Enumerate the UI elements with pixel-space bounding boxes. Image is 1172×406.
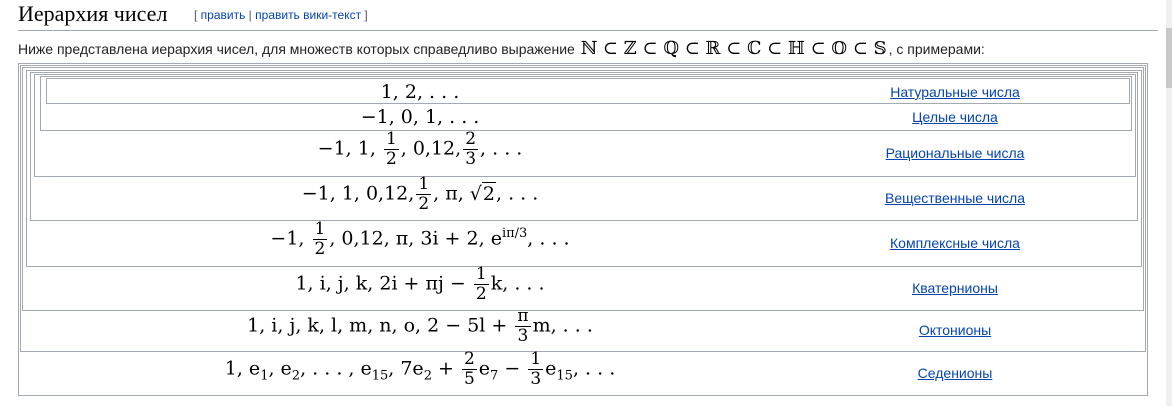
fraction: $\frac{1}{2}$ [314, 219, 326, 259]
link-quaternions[interactable]: Кватернионы [912, 280, 998, 296]
bracket-open: [ [194, 8, 201, 22]
section-title: Иерархия чисел [18, 1, 168, 26]
intro-text: Ниже представлена иерархия чисел, для множеств которых справедливо выражение [18, 41, 575, 57]
link-integers[interactable]: Целые числа [912, 109, 998, 125]
vertical-scrollbar[interactable] [1166, 0, 1172, 406]
fraction: $\frac{\pi}{3}$ [517, 306, 529, 346]
link-sedenions[interactable]: Седенионы [917, 365, 993, 381]
fraction: $\frac{2}{5}$ [463, 349, 475, 389]
fraction: $\frac{1}{2}$ [418, 174, 430, 214]
row-rational [0, 130, 1172, 174]
edit-wikitext-link[interactable]: править вики-текст [255, 8, 362, 22]
bracket-close: ] [361, 8, 368, 22]
quaternion-examples: 1, i, j, k, 2i + πj − $\frac{1}{2}$ k, . . . [295, 264, 545, 304]
edit-separator: | [245, 8, 256, 22]
natural-examples: 1, 2, . . . [380, 81, 460, 103]
row-natural [0, 81, 1172, 101]
link-octonions[interactable]: Октонионы [918, 322, 992, 338]
rational-examples: −1, 1, $\frac{1}{2}$ , 0,12, $\frac{2}{3}$ , . . . [317, 129, 523, 169]
sedenion-examples: 1, $e_1$, $e_2$, . . . , $e_{15}$, $7e_2$ + $\frac{2}{5}$ $e_7$ − $\frac{1}{3}$ $e_{15}$, . . . [224, 349, 616, 389]
edit-link[interactable]: править [200, 8, 246, 22]
fraction: $\frac{1}{3}$ [530, 349, 542, 389]
link-real-numbers[interactable]: Вещественные числа [884, 190, 1026, 206]
scrollbar-thumb[interactable] [1166, 28, 1172, 88]
set-hierarchy-formula: ℕ ⊂ ℤ ⊂ ℚ ⊂ ℝ ⊂ ℂ ⊂ ℍ ⊂ 𝕆 ⊂ 𝕊 [580, 38, 887, 59]
intro-text-tail: , с примерами: [888, 41, 985, 57]
link-complex-numbers[interactable]: Комплексные числа [890, 235, 1020, 251]
real-examples: −1, 1, 0,12, $\frac{1}{2}$ , π, √2, . . . [301, 174, 539, 214]
row-real [0, 175, 1172, 219]
intro-paragraph [18, 38, 985, 59]
square-root: √2 [469, 182, 495, 205]
edit-section-links [194, 8, 368, 22]
integer-examples: −1, 0, 1, . . . [360, 106, 480, 128]
row-integer [0, 106, 1172, 126]
link-rational-numbers[interactable]: Рациональные числа [885, 145, 1025, 161]
fraction: $\frac{1}{2}$ [475, 264, 487, 304]
section-heading [18, 0, 1158, 31]
row-quaternion [0, 265, 1172, 309]
fraction: $\frac{2}{3}$ [465, 129, 477, 169]
octonion-examples: 1, i, j, k, l, m, n, o, 2 − 5l + $\frac{\pi}{3}$ m, . . . [247, 306, 593, 346]
row-complex [0, 220, 1172, 264]
link-natural-numbers[interactable]: Натуральные числа [890, 84, 1020, 100]
complex-examples: −1, $\frac{1}{2}$ , 0,12, π, 3i + 2, $e^{i\pi/3}$, . . . [270, 219, 570, 259]
fraction: $\frac{1}{2}$ [385, 129, 397, 169]
row-sedenion [0, 351, 1172, 393]
row-octonion [0, 308, 1172, 350]
